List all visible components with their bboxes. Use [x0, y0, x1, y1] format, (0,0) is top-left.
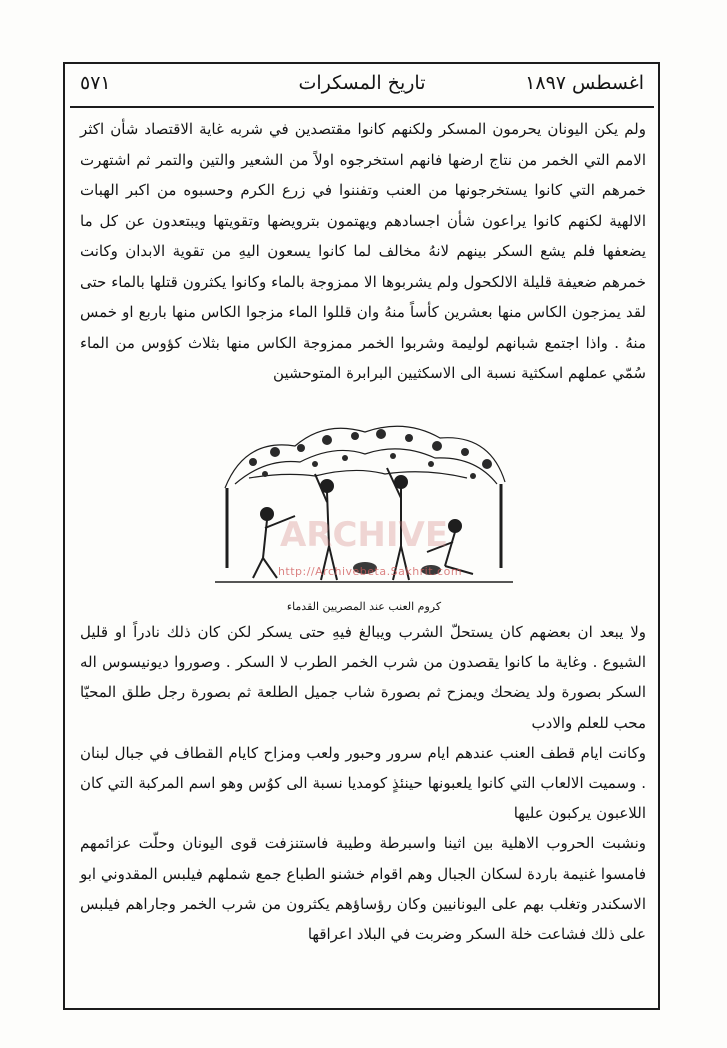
paragraph: ولا يبعد ان بعضهم كان يستحلّ الشرب ويبالغ فيهِ حتى يسكر لكن كان ذلك نادراً او قليل الشيوع . وغاية ما كانوا يقصدون من شرب الخمر الطرب لا السكر . وصوروا ديونيسوس اله السكر بصورة ولد يضحك ويمزح ثم بصورة شاب جميل الطلعة ثم بصورة رجل طلق المحيّا محب للعلم والادب: [80, 623, 646, 732]
paragraph: ولم يكن اليونان يحرمون المسكر ولكنهم كانوا مقتصدين في شربه غاية الاقتصاد شأن اكثر الامم التي الخمر من نتاج ارضها فانهم استخرجوه اولاً من الشعير والتين والتمر ثم اشتهرت خمرهم التي كانوا يستخرجونها من العنب وتفننوا في زرع الكرم وحسبوه من اكبر الهبات الالهية لكنهم كانوا يراعون شأن اجسادهم ويهتمون بترويضها وتقويتها ويبتعدون عن كل ما يضعفها فلم يشع السكر بينهم لانهُ مخالف لما كانوا يسعون اليهِ من تقوية الابدان وكانت خمرهم ضعيفة قليلة الالكحول ولم يشربوها الا ممزوجة بالماء وكانوا يكثرون قتلها بالماء حتى لقد يمزجون الكاس منها بعشرين كأساً منهُ وان قللوا الماء مزجوا الكاس منها باربع او خمس منهُ . واذا اجتمع شبانهم لوليمة وشربوا الخمر ممزوجة الكاس منها بثلاث كؤوس من الماء سُمّي عملهم اسكثية نسبة الى الاسكثيين البرابرة المتوحشين: [80, 120, 647, 382]
body-text-top: [80, 114, 646, 389]
running-header: [76, 70, 648, 106]
figure-caption: كروم العنب عند المصريين القدماء: [286, 600, 442, 613]
header-date: اغسطس ١٨٩٧: [525, 72, 644, 94]
archive-watermark: http://Archivebeta.Sakhrit.com: [277, 565, 463, 578]
paragraph: ونشبت الحروب الاهلية بين اثينا واسبرطة وطيبة فاستنزفت قوى اليونان وحلّت عزائمهم فامسوا غنيمة باردة لسكان الجبال وهم اقوام خشنو الطباع جمع شملهم فيلبس المقدوني ابو الاسكندر وتغلب بهم على اليونانيين وكان رؤساؤهم يكثرون من شرب الخمر وجاراهم فيلبس على ذلك فشاعت خلة السكر وضربت في البلاد اعراقها: [80, 834, 646, 944]
header-rule: [70, 106, 654, 108]
body-text-bottom: [80, 617, 646, 949]
page-number: ٥٧١: [80, 72, 111, 94]
header-title: تاريخ المسكرات: [298, 72, 426, 94]
archive-stamp: ARCHIVE: [279, 515, 449, 555]
vine-canopy: [225, 426, 505, 488]
paragraph: وكانت ايام قطف العنب عندهم ايام سرور وحبور ولعب ومزاح كايام القطاف في جبال لبنان . وسميت الالعاب التي كانوا يلعبونها حينئذٍ كومديا نسبة الى كوُس وهو اسم المركبة التي كان اللاعبون يركبون عليها: [80, 743, 646, 823]
